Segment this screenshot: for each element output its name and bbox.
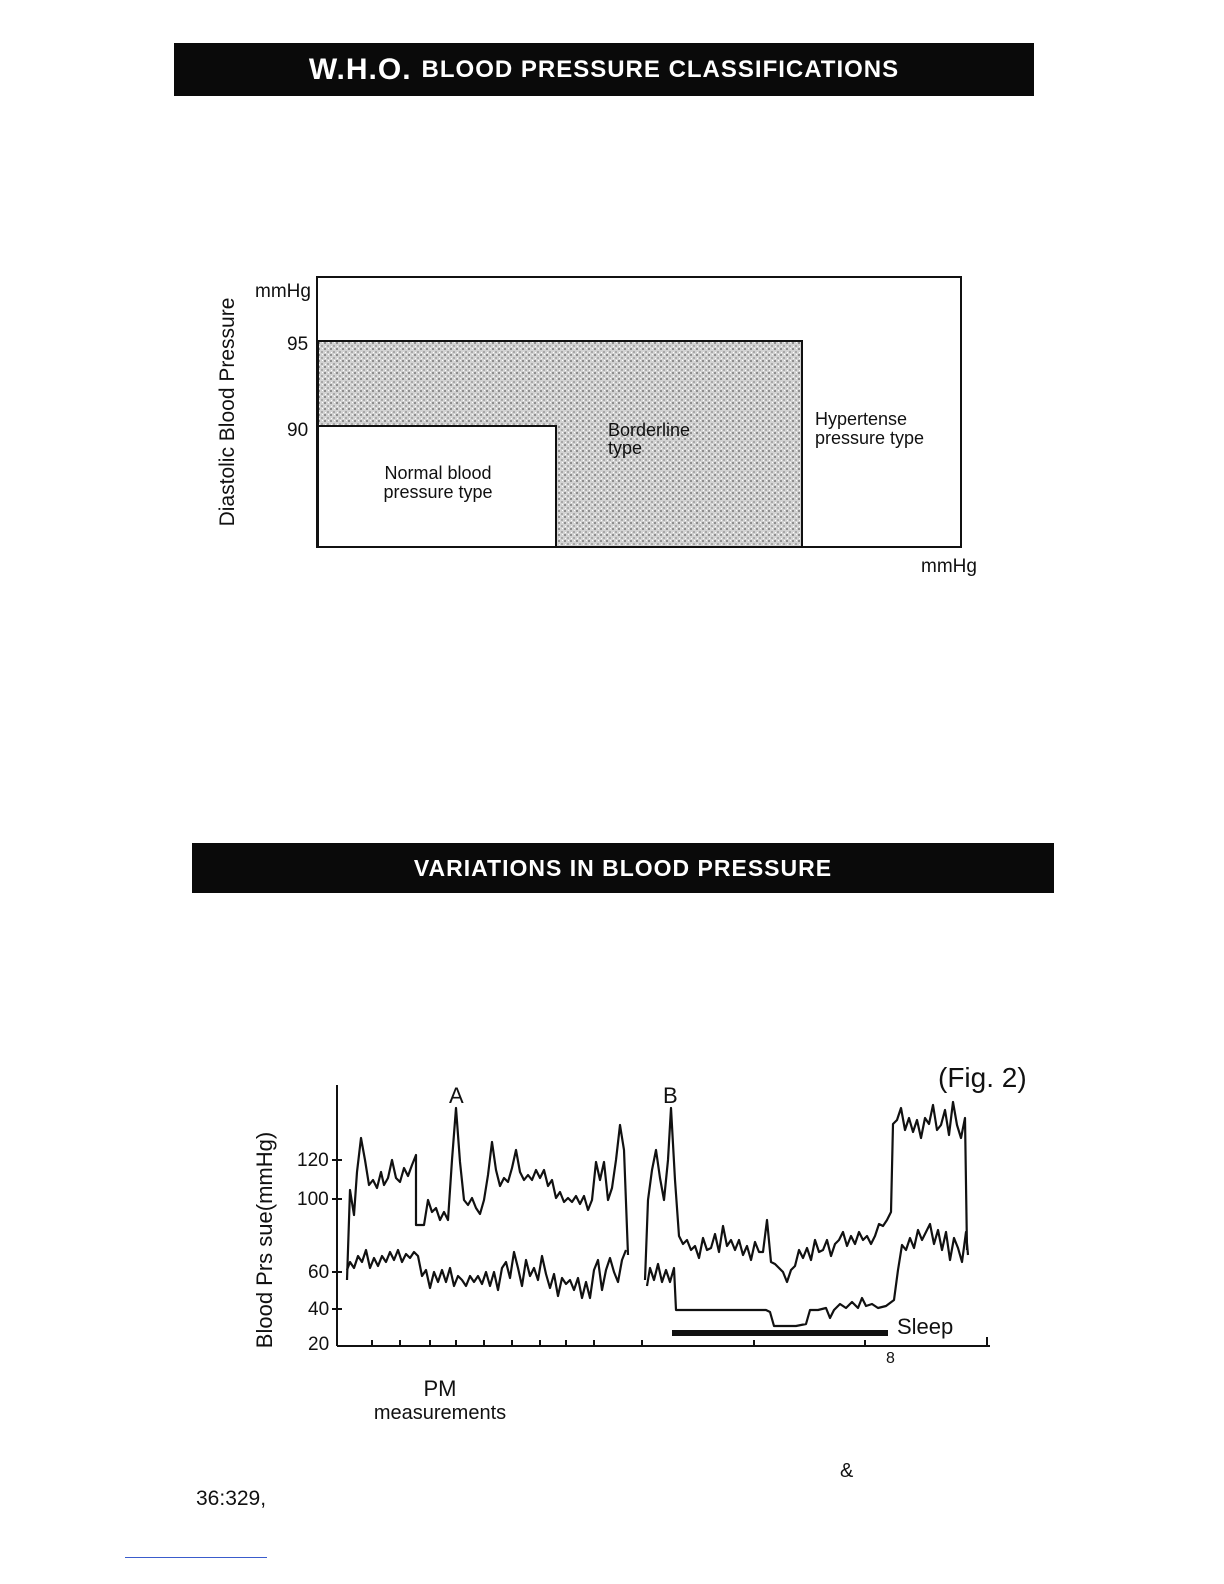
diastolic-trace-b — [647, 1224, 968, 1326]
classification-chart — [0, 0, 1224, 700]
y-tick-90: 90 — [287, 420, 309, 441]
systolic-trace — [347, 1108, 628, 1280]
x-caption-measurements: measurements — [373, 1402, 507, 1424]
marker-a: A — [449, 1083, 464, 1108]
footer-rule — [125, 1557, 267, 1558]
x-unit-label: mmHg — [921, 556, 977, 577]
sleep-label: Sleep — [897, 1314, 954, 1339]
figure-label: (Fig. 2) — [938, 1062, 1027, 1093]
v-tick-40: 40 — [308, 1299, 330, 1320]
systolic-trace-b — [645, 1102, 967, 1282]
v-tick-100: 100 — [297, 1189, 329, 1210]
header-title-rest: BLOOD PRESSURE CLASSIFICATIONS — [421, 55, 900, 83]
classification-y-axis-label: Diastolic Blood Pressure — [216, 297, 239, 527]
y-tick-95: 95 — [287, 334, 309, 355]
v-tick-20: 20 — [308, 1334, 330, 1355]
x-caption-pm: PM — [423, 1376, 457, 1401]
footer-ampersand: & — [840, 1460, 854, 1482]
x-tick-8: 8 — [886, 1350, 895, 1367]
y-unit-label: mmHg — [255, 281, 311, 302]
header-title-prefix: W.H.O. — [308, 52, 412, 86]
v-tick-60: 60 — [308, 1262, 330, 1283]
diastolic-trace — [347, 1250, 626, 1298]
x-caption — [355, 1376, 525, 1425]
x-tick-marks — [372, 1337, 987, 1346]
normal-region-label: Normal blood pressure type — [383, 463, 493, 502]
variation-y-axis-label: Blood Prs sue(mmHg) — [252, 1131, 277, 1349]
hypertense-region-label: Hypertense pressure type — [815, 409, 925, 448]
y-tick-marks — [332, 1160, 342, 1309]
sleep-bar — [672, 1330, 888, 1336]
footer-citation: 36:329, — [196, 1487, 267, 1510]
variations-header — [192, 843, 1054, 893]
variations-header-title: VARIATIONS IN BLOOD PRESSURE — [413, 854, 833, 881]
v-tick-120: 120 — [297, 1150, 329, 1171]
borderline-region-label: Borderline type — [608, 420, 691, 458]
marker-b: B — [663, 1083, 678, 1108]
classification-chart-svg — [0, 0, 1224, 700]
